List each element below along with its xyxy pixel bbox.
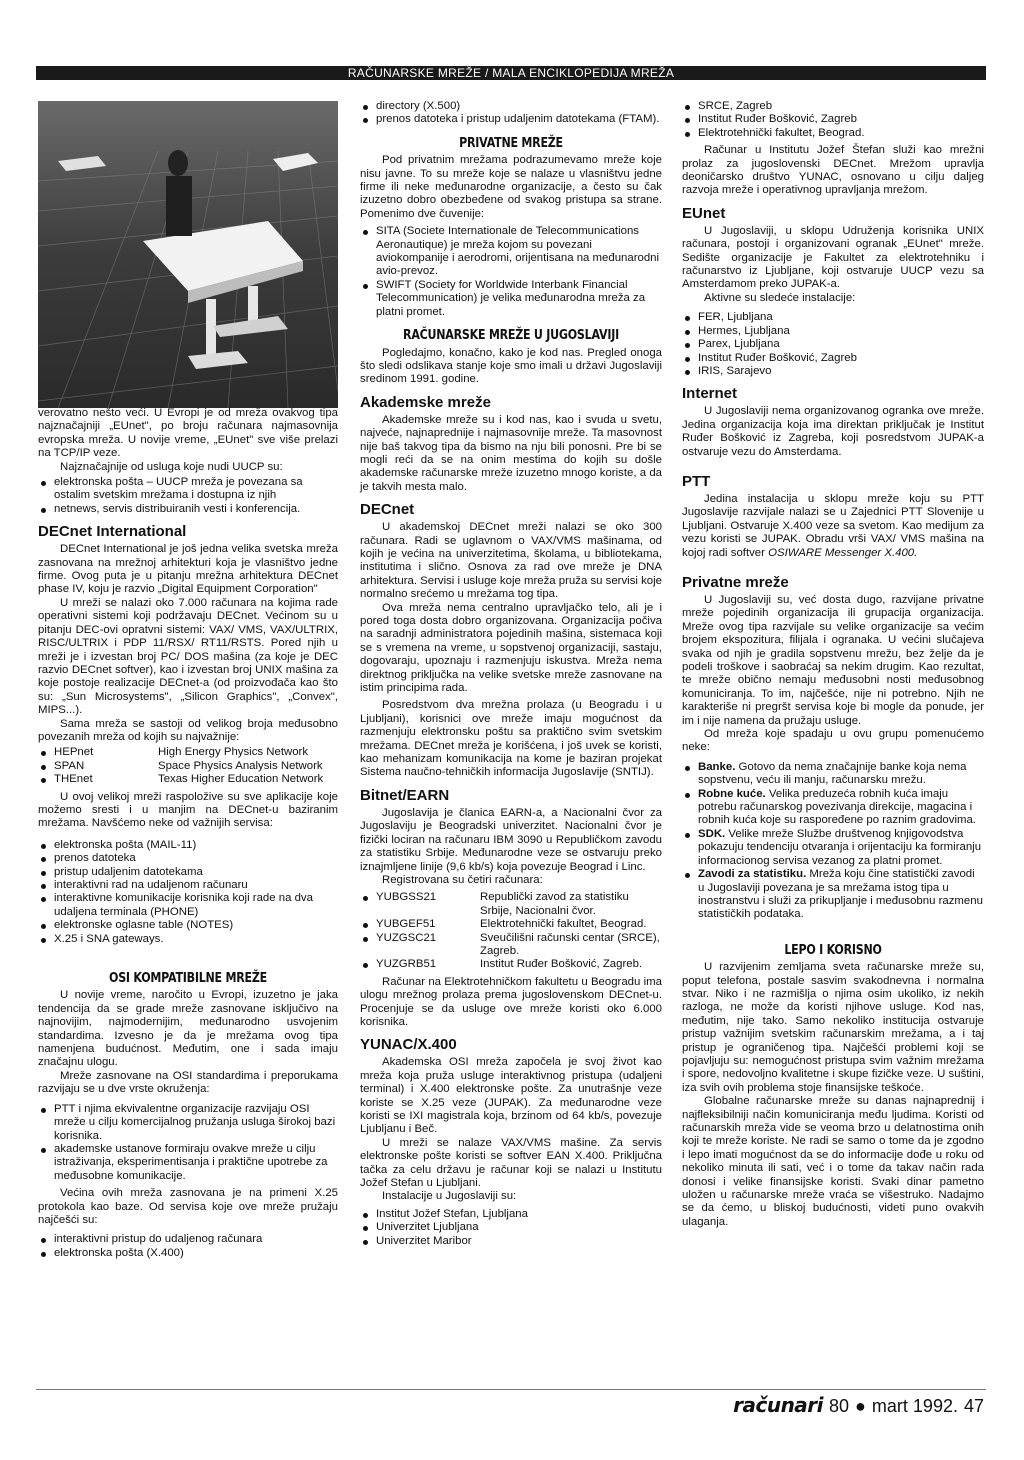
list-item: SITA (Societe Internationale de Telecommunications Aeronautique) je mreža kojom su povezani aviokompanije i aerodromi, orijentisana na međunarodni avio-prevoz. [360, 225, 662, 279]
host-name: YUZGSC21 [376, 931, 437, 944]
item-title: Banke. [698, 760, 736, 773]
bullet-list [360, 100, 662, 127]
section-heading: DECnet International [38, 523, 187, 541]
section-heading: Akademske mreže [360, 393, 491, 411]
list-item [682, 868, 984, 922]
list-item: prenos datoteka i pristup udaljenim datotekama (FTAM). [360, 113, 662, 126]
list-item: Hermes, Ljubljana [682, 325, 984, 338]
column-1 [38, 407, 338, 1262]
list-item: Parex, Ljubljana [682, 338, 984, 351]
list-item: elektronska pošta – UUCP mreža je povezana sa ostalim svetskim mrežama i dostupna iz njih [38, 476, 338, 503]
paragraph: U Jugoslaviji su, već dosta dugo, razvijane privatne mreže pojedinih organizacija ili grupacija organizacija. Mreže ovog tipa razvijale su velike organizacije sa većim brojem ekspozitura, filijala i ogranaka. U većini slučajeva svaka od njih je gradila sopstvenu mrežu, bez želje da je podeli troškove i saobraćaj sa nekim drugim. Kao rezultat, te mreže obično nemaju međusobni nosti međusobnog komuniciranja. To im, najčešće, nije ni potrebno. Njih ne karakteriše ni pregršt servisa koje bi mogle da ponude, jer im i nije namena da pružaju usluge. [682, 593, 984, 727]
item-text: Velika preduzeća robnih kuća imaju potrebu računarskog povezivanja direkcije, magacina i robnih kuća koje su raspoređene po raznim gradovima. [698, 787, 976, 827]
net-name: SPAN [54, 759, 85, 772]
paragraph: Najznačajnije od usluga koje nudi UUCP su: [60, 460, 283, 473]
header-bar [36, 66, 986, 80]
host-desc: Sveučilišni računski centar (SRCE), Zagreb. [480, 931, 660, 957]
section-heading-display: RAČUNARSKE MREŽE U JUGOSLAVIJI [403, 327, 619, 344]
list-item [682, 828, 984, 868]
table-row [38, 760, 338, 773]
table-row [38, 773, 338, 786]
bullet-list [38, 839, 338, 946]
list-item: IRIS, Sarajevo [682, 365, 984, 378]
item-title: Robne kuće. [698, 787, 766, 800]
page-footer [733, 1393, 984, 1417]
paragraph: Pogledajmo, konačno, kako je kod nas. Pregled onoga što sledi odslikava stanje koje smo imali u državi Jugoslaviji sredinom 1991. godine. [360, 346, 662, 386]
paragraph-text: Jedina instalacija u sklopu mreže koju su PTT Jugoslavije razvijale nalazi se u Zajednici PTT Slovenije u Ljubljani. Ostvaruje X.400 veze sa svetom. Kao medijum za vezu koristi se JUPAK. Obradu vrši VAX/ VMS mašina na kojoj radi softver [682, 492, 984, 559]
host-name: YUZGRB51 [376, 958, 437, 971]
paragraph: Od mreža koje spadaju u ovu grupu pomenućemo neke: [682, 728, 984, 754]
grid-floor-image [38, 101, 338, 408]
section-heading-display: LEPO I KORISNO [784, 941, 882, 958]
paragraph: U Jugoslaviji, u sklopu Udruženja korisnika UNIX računara, postoji i organizovani ogranak „EUnet" mreže. Sedište organizacije je Fakultet za elektrotehniku i računarstvo iz Ljubljane, koji ostvaruje UUCP vezu sa Amsterdamom preko JUPAK-a. [682, 224, 984, 291]
list-item: SRCE, Zagreb [682, 100, 984, 113]
bullet-list [682, 100, 984, 140]
list-item: interaktivni pristup do udaljenog računara [38, 1233, 338, 1246]
header-title: RAČUNARSKE MREŽE / MALA ENCIKLOPEDIJA MREŽA [347, 66, 675, 80]
list-item: PTT i njima ekvivalentne organizacije razvijaju OSI mreže u cilju komercijalnog pružanja usluga širokoj bazi korisnika. [38, 1103, 338, 1143]
host-desc: Republički zavod za statistiku Srbije, Nacionalni čvor. [480, 891, 629, 917]
section-heading: Internet [682, 385, 738, 403]
bullet-list [38, 1103, 338, 1183]
paragraph: Globalne računarske mreže su danas najnaprednij i najfleksibilniji način komuniciranja među ljudima. Koristi od računarskih mreža vide se veoma brzo u delatnostima onih koji te mreže koriste. Ne radi se samo o tome da je zgodno i lepo imati mogućnost da se do informacije dođe u roku od nekoliko minuta ili sati, već i o tome da takav način rada donosi i velike finansijske koristi. Svaki dinar pametno uložen u računarske mreže vraća se višestruko. Nadajmo se da ćemo, u bliskoj budućnosti, videti puno ovakvih ulaganja. [682, 1095, 984, 1228]
host-table [360, 891, 662, 971]
issue-number: 80 [829, 1396, 850, 1416]
list-item: Univerzitet Ljubljana [360, 1221, 662, 1234]
footer-rule [36, 1389, 986, 1390]
paragraph: U novije vreme, naročito u Evropi, izuzetno je jaka tendencija da se grade mreže zasnovane isključivo na najnovijim, najmodernijim, međunarodno usvojenim standardima. Izvesno je da je mrežama ovog tipa namenjena budućnost. Međutim, one i sada imaju značajnu ulogu. [38, 989, 338, 1069]
paragraph: Računar u Institutu Jožef Štefan služi kao mrežni prolaz za jugoslovenski DECnet. Mrežom upravlja deoničarsko društvo YUNAC, osnovano u cilju daljeg razvoja mreže i operativnog upravljanja mrežom. [682, 144, 984, 197]
paragraph [682, 493, 984, 560]
paragraph: U akademskoj DECnet mreži nalazi se oko 300 računara. Radi se uglavnom o VAX/VMS mašinama, od kojih je većina na univerzitetima, školama, u bibliotekama, institutima i slično. Osnova za rad ove mreže je DNA arhitektura. Servisi i usluge koje mreža pruža su servisi koje normalno srećemo u mrežama tog tipa. [360, 521, 662, 601]
item-text: Mreža koju čine statistički zavodi u Jugoslaviji povezana je sa mrežama istog tipa u inostranstvu i služi za prikupljanje i međusobnu razmenu statističkih podataka. [698, 868, 983, 921]
host-desc: Elektrotehnički fakultet, Beograd. [480, 918, 647, 931]
section-heading: PTT [682, 472, 711, 490]
paragraph: Ova mreža nema centralno upravljačko telo, ali je i pored toga dosta dobro organizovana. Organizacija počiva na saradnji administratora pojedinih mašina, sistemaca koji se s vremena na vreme, u sopstvenoj organizaciji, sastaju, dogovaraju, upoznaju i razmenjuju iskustva. Mreža nema direktnog priključka na velike svetske mreže zasnovane na istim principima rada. [360, 601, 662, 695]
bullet-list [682, 761, 984, 922]
page-number: 47 [963, 1396, 984, 1416]
item-title: Zavodi za statistiku. [698, 868, 807, 881]
paragraph: Većina ovih mreža zasnovana je na primeni X.25 protokola kao baze. Od servisa koje ove mreže pružaju najčešći su: [38, 1187, 338, 1226]
list-item: interaktivni rad na udaljenom računaru [38, 879, 338, 892]
bullet-list [360, 225, 662, 319]
list-item: SWIFT (Society for Worldwide Interbank Financial Telecommunication) je velika međunarodna mreža za platni promet. [360, 279, 662, 319]
list-item: Institut Jožef Stefan, Ljubljana [360, 1208, 662, 1221]
paragraph: U ovoj velikoj mreži raspoložive su sve aplikacije koje možemo sresti i u manjim na DECnet-u baziranim mrežama. Navšćemo neke od važnijih servisa: [38, 790, 338, 830]
list-item: elektronska pošta (MAIL-11) [38, 839, 338, 852]
section-heading: Privatne mreže [682, 573, 789, 591]
bullet-list [38, 1233, 338, 1260]
list-item: FER, Ljubljana [682, 311, 984, 324]
list-item: directory (X.500) [360, 100, 662, 113]
paragraph: U razvijenim zemljama sveta računarske mreže su, poput telefona, postale sasvim svakodnevna i normalna stvar. Niko i ne razmišlja o njima osim ukoliko, iz nekih razloga, ne može da koristi njihove usluge. Kod nas, međutim, nije tako. Samo nekoliko institucija ostvaruje pristup važnijim svetskim računarskim mrežama, a i taj pristup je ograničenog tipa. Najčešći problemi koji se pojavljuju su: nemogućnost pristupa svim važnim mrežama i spore, nedovoljno kvalitetne i skupe fizičke veze. U suštini, iza svih ovih problema stoje finansijske teškoće. [682, 961, 984, 1094]
list-item: Elektrotehnički fakultet, Beograd. [682, 127, 984, 140]
list-item: akademske ustanove formiraju ovakve mreže u cilju istraživanja, eksperimentisanja i praktične upotrebe za međusobne komunikacije. [38, 1143, 338, 1183]
paragraph: Instalacije u Jugoslaviji su: [382, 1190, 517, 1203]
list-item: Univerzitet Maribor [360, 1235, 662, 1248]
bullet-list [360, 1208, 662, 1248]
item-text: Gotovo da nema značajnije banke koja nema sopstvenu, veću ili manju, računarsku mrežu. [698, 760, 967, 787]
net-name: HEPnet [54, 746, 94, 759]
table-row [360, 891, 662, 918]
bullet-list [682, 311, 984, 378]
host-name: YUBGEF51 [376, 918, 436, 931]
issue-date: mart 1992. [871, 1396, 958, 1416]
paragraph: Akademske mreže su i kod nas, kao i svuda u svetu, najveće, najnaprednije i najmasovnije mreže. Ta masovnost nije baš takvog tipa da bismo na nju bili ponosni. Pre bi se mogli reći da se na onim mestima do kojih su došle akademske računarske mreže izuzetno mnogo koriste, a da je takvih mesta malo. [360, 413, 662, 493]
list-item: elektronska pošta (X.400) [38, 1247, 338, 1260]
column-3 [682, 100, 984, 1229]
magazine-logo: računari [733, 1393, 824, 1417]
net-desc: Space Physics Analysis Network [158, 759, 323, 772]
list-item: prenos datoteka [38, 852, 338, 865]
net-desc: High Energy Physics Network [158, 746, 309, 759]
table-row [38, 746, 338, 759]
paragraph: Računar na Elektrotehničkom fakultetu u Beogradu ima ulogu mrežnog prolaza prema jugoslovenskom DECnet-u. Procenjuje se da usluge ove mreže koristi oko 6.000 korisnika. [360, 975, 662, 1028]
host-desc: Institut Ruđer Bošković, Zagreb. [480, 958, 643, 971]
table-row [360, 918, 662, 931]
table-row [360, 932, 662, 959]
net-desc: Texas Higher Education Network [158, 773, 324, 786]
section-heading: EUnet [682, 204, 726, 222]
paragraph: Registrovana su četiri računara: [382, 873, 543, 886]
paragraph: DECnet International je još jedna velika svetska mreža zasnovana na mrežnoj arhitekturi koja je vlasništvo jedne firme. Ovog puta je u pitanju mrežna arhitektura DECnet phase IV, koju je razvio „Digital Equipment Corporation" [38, 543, 338, 596]
paragraph: Akademska OSI mreža započela je svoj život kao mreža koja pruža usluge interaktivnog pristupa (udaljeni terminal) i X.400 elektronske pošte. Za unutrašnje veze koriste se X.25 veze (JUPAK). Za međunarodne veze koristi se IXI magistrala koja, brzinom od 64 kb/s, povezuje Ljubljanu i Beč. [360, 1056, 662, 1136]
section-heading: YUNAC/X.400 [360, 1036, 457, 1054]
bullet-list [38, 476, 338, 516]
bullet-separator: ● [855, 1396, 866, 1416]
list-item: X.25 i SNA gateways. [38, 933, 338, 946]
list-item: elektronske oglasne table (NOTES) [38, 919, 338, 932]
paragraph: Aktivne su sledeće instalacije: [704, 291, 856, 304]
paragraph: Jugoslavija je članica EARN-a, a Nacionalni čvor za Jugoslaviju je Beogradski univerzitet. Nacionalni čvor je fizički lociran na računaru IBM 3090 u Republičkom zavodu za statistiku Srbije. Međunarodne veze se ostvaruju preko iznajmljene linije (9,6 kb/s) koja povezuje Beograd i Linc. [360, 806, 662, 873]
list-item: pristup udaljenim datotekama [38, 866, 338, 879]
list-item [682, 788, 984, 828]
item-title: SDK. [698, 827, 726, 840]
column-2 [360, 100, 662, 1250]
paragraph: Sama mreža se sastoji od velikog broja međusobno povezanih mreža od kojih su najvažnije: [38, 717, 338, 743]
software-name: OSIWARE Messenger X.400. [768, 546, 918, 559]
paragraph: Pod privatnim mrežama podrazumevamo mreže koje nisu javne. To su mreže koje se nalaze u vlasništvu jedne firme ili neke međunarodne organizacije, a često su čak izuzetno dobro obezbeđene od svakog pristupa sa strane. Pomenimo dve čuvenije: [360, 154, 662, 220]
host-name: YUBGSS21 [376, 891, 437, 904]
list-item [682, 761, 984, 788]
list-item: interaktivne komunikacije korisnika koji rade na dva udaljena terminala (PHONE) [38, 892, 338, 919]
section-heading-display: OSI KOMPATIBILNE MREŽE [109, 970, 267, 987]
item-text: Velike mreže Službe društvenog knjigovodstva pokazuju tendenciju otvaranja i orijentaciju ka formiranju informacionog servisa vezanog za platni promet. [698, 827, 982, 867]
paragraph: U mreži se nalaze VAX/VMS mašine. Za servis elektronske pošte koristi se softver EAN X.400. Priključna tačka za celu državu je računar koji se nalazi u Institutu Jožef Stefan u Ljubljani. [360, 1136, 662, 1190]
paragraph: Mreže zasnovane na OSI standardima i preporukama razvijaju se u dve vrste okruženja: [38, 1069, 338, 1096]
paragraph: U mreži se nalazi oko 7.000 računara na kojima rade operativni sistemi koji podržavaju DECnet. Većinom su u pitanju DEC-ovi opratvni sistemi: VAX/ VMS, VAX/ULTRIX, RISC/ULTRIX i PDP 11/RSX/ RT11/RSTS. Pored njih u mreži je i izvestan broj PC/ DOS mašina (za koje je DEC razvio DECnet softver), kao i izvestan broj UNIX mašina za koje postoje realizacije DECnet-a (od proizvođača kao što su: „Sun Microsystems", „Silicon Graphics", „Convex", MIPS...). [38, 596, 338, 717]
list-item: Institut Ruđer Bošković, Zagreb [682, 113, 984, 126]
paragraph: U Jugoslaviji nema organizovanog ogranka ove mreže. Jedina organizacija koja ima direktan priključak je Institut Ruđer Bošković iz Zagreba, koji posredstvom JUPAK-a ostvaruje vezu do Amsterdama. [682, 405, 984, 458]
section-heading: Bitnet/EARN [360, 786, 450, 804]
net-name: THEnet [54, 773, 93, 786]
table-row [360, 958, 662, 971]
network-table [38, 746, 338, 786]
illustration-3d-desks [38, 101, 338, 408]
section-heading: DECnet [360, 501, 415, 519]
paragraph: verovatno nešto veći. U Evropi je od mreža ovakvog tipa najznačajniji „EUnet", po broju računara najmasovnija evropska mreža. U novije vreme, „EUnet" sve više prelazi na TCP/IP veze. [38, 407, 338, 460]
list-item: netnews, servis distribuiranih vesti i konferencija. [38, 503, 338, 516]
section-heading-display: PRIVATNE MREŽE [459, 134, 563, 151]
paragraph: Posredstvom dva mrežna prolaza (u Beogradu i u Ljubljani), korisnici ove mreže imaju mogućnost da razmenjuju elektronsku poštu sa praktično svim svetskim mrežama. DECnet mreža je korišćena, i još uvek se koristi, kao mehanizam komunikacija na kome je baziran projekat Sistema naučno-tehničkih informacija Jugoslavije (SNTIJ). [360, 699, 662, 779]
list-item: Institut Ruđer Bošković, Zagreb [682, 352, 984, 365]
